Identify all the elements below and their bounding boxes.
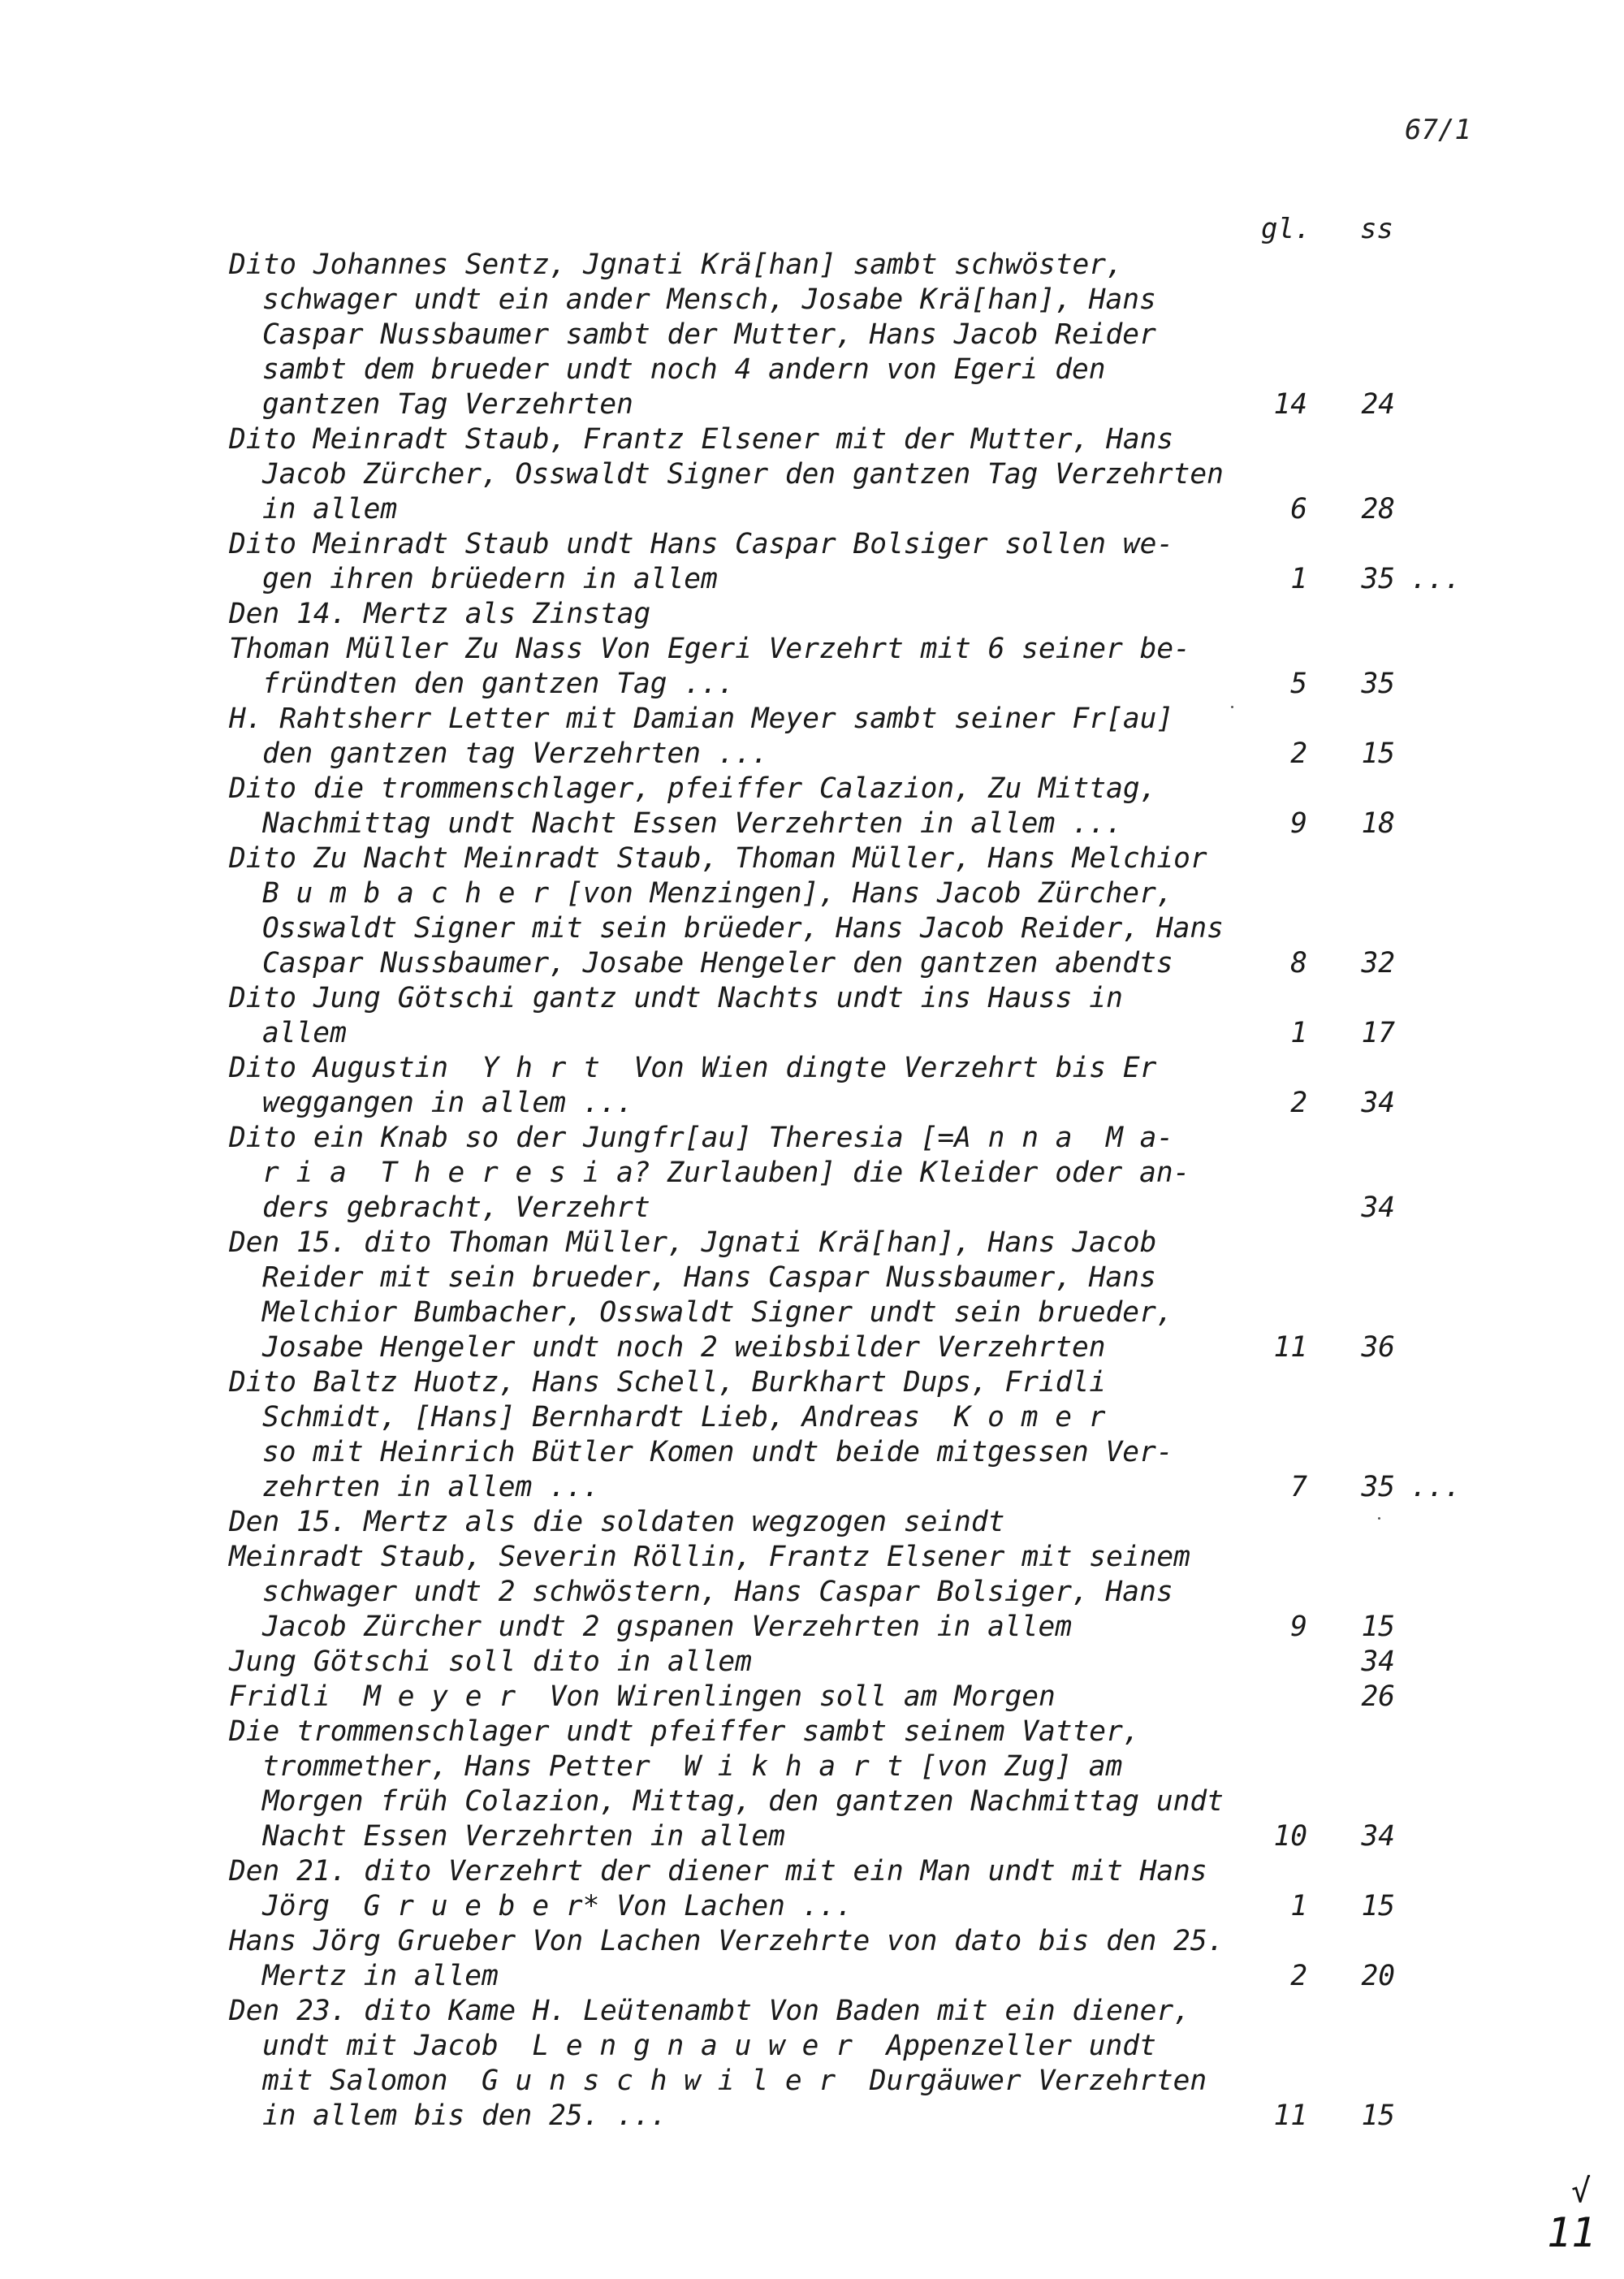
entry-line <box>0 1784 1624 1819</box>
entry-text: Jacob Zürcher, Osswaldt Signer den gantzen Tag Verzehrten <box>262 458 1224 491</box>
ellipsis-mark: ... <box>1410 563 1462 595</box>
entry-line <box>0 1295 1624 1330</box>
entry-line <box>0 1505 1624 1540</box>
entry-text: Die trommenschlager undt pfeiffer sambt seinem Vatter, <box>229 1715 1140 1748</box>
entry-line <box>0 1400 1624 1435</box>
ledger-entry <box>0 248 1624 422</box>
entry-line <box>0 1470 1624 1505</box>
ellipsis-mark: ... <box>1410 1471 1462 1503</box>
amount-ss: 35 <box>1361 1471 1395 1503</box>
entry-line <box>0 876 1624 911</box>
entry-text: Jacob Zürcher undt 2 gspanen Verzehrten in allem <box>262 1611 1072 1643</box>
entry-line <box>0 1435 1624 1470</box>
stray-dot <box>1378 1517 1380 1520</box>
entry-line <box>0 1645 1624 1680</box>
entry-line <box>0 597 1624 632</box>
entry-line <box>0 1016 1624 1051</box>
ledger-entry <box>0 422 1624 527</box>
entry-text: Den 14. Mertz als Zinstag <box>229 598 651 630</box>
amount-ss: 28 <box>1361 493 1395 525</box>
entry-line <box>0 911 1624 946</box>
amount-gl: 2 <box>1290 737 1307 770</box>
entry-text: Den 15. Mertz als die soldaten wegzogen seindt <box>229 1506 1005 1538</box>
entry-line <box>0 387 1624 422</box>
amount-ss: 18 <box>1361 807 1395 840</box>
entry-text: H. Rahtsherr Letter mit Damian Meyer sambt seiner Fr[au] <box>229 703 1174 735</box>
ledger-entry <box>0 772 1624 841</box>
entry-line <box>0 1610 1624 1645</box>
entry-text: Fridli M e y e r Von Wirenlingen soll am Morgen <box>229 1680 1056 1713</box>
amount-gl: 2 <box>1290 1087 1307 1119</box>
amount-gl: 14 <box>1273 388 1307 421</box>
entry-text: gen ihren brüedern in allem <box>262 563 718 595</box>
entry-line <box>0 457 1624 492</box>
entry-line <box>0 772 1624 807</box>
entry-text: trommether, Hans Petter W i k h a r t [von Zug] am <box>262 1750 1123 1783</box>
entry-line <box>0 283 1624 318</box>
amount-ss: 17 <box>1361 1017 1395 1049</box>
entry-line <box>0 492 1624 527</box>
folio-mark <box>1547 2173 1596 2256</box>
entry-text: weggangen in allem ... <box>262 1087 633 1119</box>
amount-gl: 9 <box>1290 1611 1307 1643</box>
ledger-entry <box>0 1505 1624 1540</box>
ledger-entry <box>0 1680 1624 1715</box>
amount-gl: 8 <box>1290 947 1307 979</box>
entry-line <box>0 841 1624 876</box>
entry-line <box>0 1680 1624 1715</box>
entry-line <box>0 352 1624 387</box>
check-mark: √ <box>1571 2173 1592 2210</box>
amount-ss: 24 <box>1361 388 1395 421</box>
entry-text: Osswaldt Signer mit sein brüeder, Hans Jacob Reider, Hans <box>262 912 1224 945</box>
entry-text: gantzen Tag Verzehrten <box>262 388 633 421</box>
amount-ss: 36 <box>1361 1331 1395 1364</box>
ledger-entry <box>0 1051 1624 1121</box>
entry-text: Dito die trommenschlager, pfeiffer Calazion, Zu Mittag, <box>229 772 1157 805</box>
entry-text: Dito ein Knab so der Jungfr[au] Theresia [=A n n a M a- <box>229 1122 1174 1154</box>
entry-text: Dito Jung Götschi gantz undt Nachts undt ins Hauss in <box>229 982 1123 1014</box>
ledger-entry <box>0 1854 1624 1924</box>
amount-ss: 34 <box>1361 1087 1395 1119</box>
entry-text: Mertz in allem <box>262 1960 499 1992</box>
amount-gl: 2 <box>1290 1960 1307 1992</box>
entry-line <box>0 1191 1624 1226</box>
entry-line <box>0 1156 1624 1191</box>
entry-line <box>0 1086 1624 1121</box>
entry-text: den gantzen tag Verzehrten ... <box>262 737 769 770</box>
column-header-gl: gl. <box>1261 213 1311 245</box>
entry-text: fründten den gantzen Tag ... <box>262 668 735 700</box>
entry-text: Josabe Hengeler undt noch 2 weibsbilder Verzehrten <box>262 1331 1106 1364</box>
entry-text: ders gebracht, Verzehrt <box>262 1191 650 1224</box>
ledger-entries <box>0 248 1624 2134</box>
entry-line <box>0 667 1624 702</box>
entry-text: r i a T h e r e s i a? Zurlauben] die Kleider oder an- <box>262 1157 1190 1189</box>
entry-text: Caspar Nussbaumer sambt der Mutter, Hans Jacob Reider <box>262 318 1156 351</box>
entry-line <box>0 1226 1624 1261</box>
amount-gl: 11 <box>1273 2100 1307 2132</box>
entry-text: Den 23. dito Kame H. Leütenambt Von Baden mit ein diener, <box>229 1995 1190 2027</box>
entry-line <box>0 1819 1624 1854</box>
amount-gl: 1 <box>1290 1890 1307 1922</box>
entry-text: sambt dem brueder undt noch 4 andern von Egeri den <box>262 353 1106 386</box>
entry-line <box>0 1749 1624 1784</box>
entry-line <box>0 1715 1624 1749</box>
entry-line <box>0 1261 1624 1295</box>
entry-text: Dito Augustin Y h r t Von Wien dingte Verzehrt bis Er <box>229 1052 1157 1084</box>
entry-line <box>0 1540 1624 1575</box>
entry-text: Meinradt Staub, Severin Röllin, Frantz Elsener mit seinem <box>229 1541 1190 1573</box>
column-header-ss: ss <box>1360 213 1393 245</box>
entry-text: Morgen früh Colazion, Mittag, den gantzen Nachmittag undt <box>262 1785 1224 1818</box>
entry-text: schwager undt ein ander Mensch, Josabe Krä[han], Hans <box>262 283 1156 316</box>
entry-text: so mit Heinrich Bütler Komen undt beide mitgessen Ver- <box>262 1436 1173 1468</box>
page-number: 67/1 <box>1405 114 1471 146</box>
entry-text: schwager undt 2 schwöstern, Hans Caspar Bolsiger, Hans <box>262 1576 1173 1608</box>
entry-line <box>0 318 1624 352</box>
ledger-entry <box>0 981 1624 1051</box>
entry-text: Dito Johannes Sentz, Jgnati Krä[han] sambt schwöster, <box>229 249 1123 281</box>
amount-gl: 1 <box>1290 563 1307 595</box>
entry-line <box>0 1924 1624 1959</box>
amount-ss: 32 <box>1361 947 1395 979</box>
ledger-entry <box>0 597 1624 632</box>
entry-text: Thoman Müller Zu Nass Von Egeri Verzehrt mit 6 seiner be- <box>229 633 1190 665</box>
entry-text: allem <box>262 1017 347 1049</box>
entry-text: Hans Jörg Grueber Von Lachen Verzehrte von dato bis den 25. <box>229 1925 1224 1957</box>
amount-ss: 20 <box>1361 1960 1395 1992</box>
entry-line <box>0 248 1624 283</box>
entry-text: Schmidt, [Hans] Bernhardt Lieb, Andreas K o m e r <box>262 1401 1106 1434</box>
amount-gl: 7 <box>1290 1471 1307 1503</box>
entry-line <box>0 807 1624 841</box>
stray-dot <box>1231 706 1233 708</box>
amount-gl: 11 <box>1273 1331 1307 1364</box>
entry-text: zehrten in allem ... <box>262 1471 600 1503</box>
ledger-entry <box>0 1924 1624 1994</box>
entry-line <box>0 1889 1624 1924</box>
entry-text: Dito Meinradt Staub undt Hans Caspar Bolsiger sollen we- <box>229 528 1174 560</box>
amount-ss: 15 <box>1361 2100 1395 2132</box>
entry-text: B u m b a c h e r [von Menzingen], Hans Jacob Zürcher, <box>262 877 1173 910</box>
entry-text: in allem <box>262 493 398 525</box>
entry-line <box>0 1959 1624 1994</box>
amount-gl: 1 <box>1290 1017 1307 1049</box>
entry-text: Dito Baltz Huotz, Hans Schell, Burkhart Dups, Fridli <box>229 1366 1107 1399</box>
entry-text: Jung Götschi soll dito in allem <box>229 1645 752 1678</box>
entry-line <box>0 422 1624 457</box>
entry-line <box>0 1365 1624 1400</box>
entry-text: Dito Zu Nacht Meinradt Staub, Thoman Müller, Hans Melchior <box>229 842 1207 875</box>
ledger-entry <box>0 702 1624 772</box>
amount-gl: 10 <box>1273 1820 1307 1853</box>
entry-line <box>0 1330 1624 1365</box>
entry-text: Melchior Bumbacher, Osswaldt Signer undt sein brueder, <box>262 1296 1173 1329</box>
entry-line <box>0 1121 1624 1156</box>
ledger-entry <box>0 1715 1624 1854</box>
ledger-entry <box>0 527 1624 597</box>
entry-text: Nacht Essen Verzehrten in allem <box>262 1820 785 1853</box>
ledger-entry <box>0 1121 1624 1226</box>
entry-line <box>0 946 1624 981</box>
ledger-entry <box>0 632 1624 702</box>
ledger-entry <box>0 1540 1624 1645</box>
entry-line <box>0 2029 1624 2064</box>
entry-line <box>0 981 1624 1016</box>
entry-line <box>0 737 1624 772</box>
ledger-entry <box>0 841 1624 981</box>
ledger-entry <box>0 1226 1624 1365</box>
amount-ss: 35 <box>1361 668 1395 700</box>
entry-line <box>0 1575 1624 1610</box>
ledger-entry <box>0 1645 1624 1680</box>
entry-text: Caspar Nussbaumer, Josabe Hengeler den gantzen abendts <box>262 947 1173 979</box>
entry-text: Reider mit sein brueder, Hans Caspar Nussbaumer, Hans <box>262 1261 1156 1294</box>
entry-line <box>0 2099 1624 2134</box>
entry-text: Dito Meinradt Staub, Frantz Elsener mit der Mutter, Hans <box>229 423 1174 456</box>
entry-text: Jörg G r u e b e r* Von Lachen ... <box>262 1890 853 1922</box>
entry-text: Nachmittag undt Nacht Essen Verzehrten in allem ... <box>262 807 1123 840</box>
amount-ss: 34 <box>1361 1191 1395 1224</box>
ledger-entry <box>0 1994 1624 2134</box>
entry-text: Den 21. dito Verzehrt der diener mit ein Man undt mit Hans <box>229 1855 1207 1888</box>
amount-gl: 6 <box>1290 493 1307 525</box>
entry-text: undt mit Jacob L e n g n a u w e r Appenzeller undt <box>262 2030 1156 2062</box>
entry-line <box>0 632 1624 667</box>
folio-number: 11 <box>1547 2209 1596 2256</box>
amount-gl: 9 <box>1290 807 1307 840</box>
amount-ss: 26 <box>1361 1680 1395 1713</box>
amount-ss: 15 <box>1361 1890 1395 1922</box>
amount-ss: 34 <box>1361 1820 1395 1853</box>
entry-line <box>0 527 1624 562</box>
entry-line <box>0 702 1624 737</box>
entry-line <box>0 2064 1624 2099</box>
amount-ss: 34 <box>1361 1645 1395 1678</box>
entry-text: in allem bis den 25. ... <box>262 2100 667 2132</box>
amount-ss: 15 <box>1361 737 1395 770</box>
ledger-entry <box>0 1365 1624 1505</box>
entry-line <box>0 1854 1624 1889</box>
entry-text: mit Salomon G u n s c h w i l e r Durgäuwer Verzehrten <box>262 2065 1207 2097</box>
entry-line <box>0 1051 1624 1086</box>
entry-line <box>0 1994 1624 2029</box>
amount-ss: 35 <box>1361 563 1395 595</box>
amount-gl: 5 <box>1290 668 1307 700</box>
entry-line <box>0 562 1624 597</box>
entry-text: Den 15. dito Thoman Müller, Jgnati Krä[han], Hans Jacob <box>229 1226 1157 1259</box>
amount-ss: 15 <box>1361 1611 1395 1643</box>
